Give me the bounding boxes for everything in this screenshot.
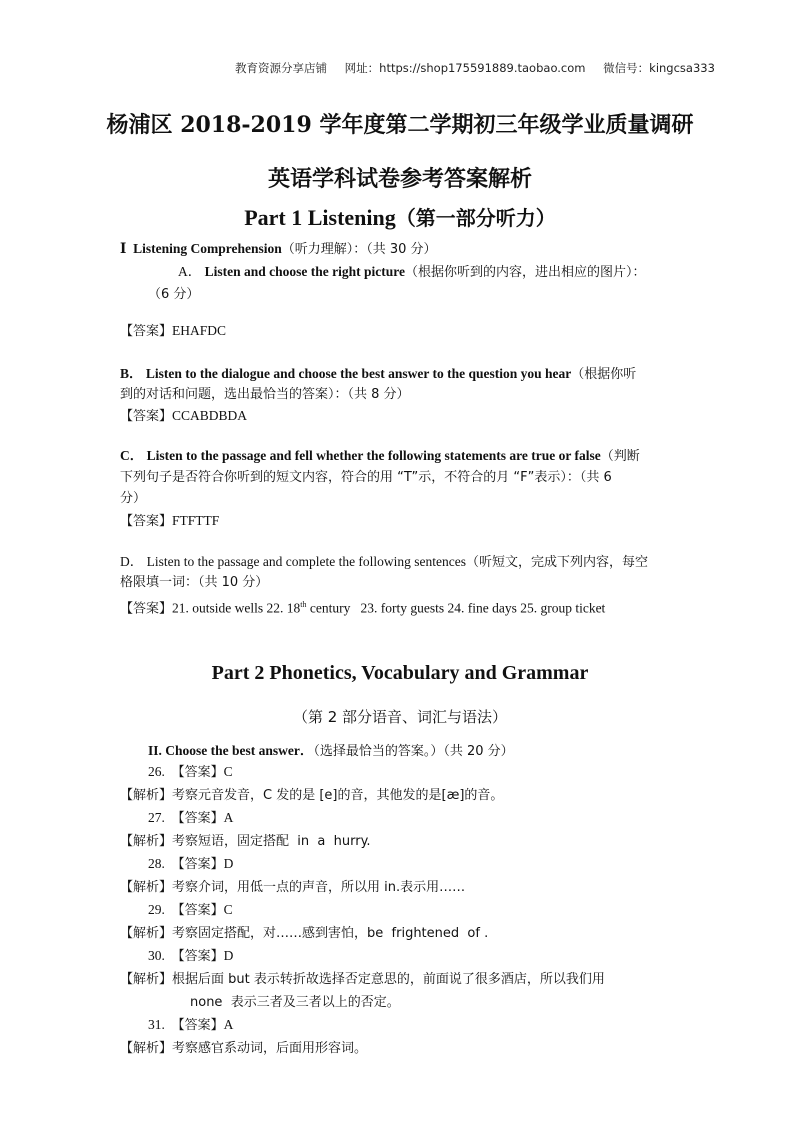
partB-en: Listen to the dialogue and choose the best answer to the question you hear	[145, 366, 572, 381]
analysis-tag: 【解析】	[120, 972, 173, 987]
item-number: 31.	[148, 1017, 165, 1032]
partD-answer	[120, 594, 605, 620]
partC-answer	[120, 510, 219, 532]
analysis-line	[120, 784, 682, 807]
answer-tag: 【答案】	[120, 324, 173, 339]
part1-title-cn: （第一部分听力）	[395, 206, 556, 230]
answer-item	[120, 853, 682, 876]
part2-subtitle: （第 2 部分语音、词汇与语法）	[292, 708, 508, 726]
partA-points: （6 分）	[148, 287, 200, 302]
partB-heading	[120, 363, 636, 385]
partC-heading	[120, 445, 640, 467]
analysis-text: 考察介词，用低一点的声音，所以用 in.表示用……	[172, 880, 466, 895]
answer-tag: 【答案】	[171, 903, 224, 918]
partD-answer-p1: 21. outside wells 22. 18	[172, 600, 301, 616]
partD-answer-p2: century 23. forty guests 24. fine days 25. group ticket	[306, 600, 606, 616]
answer-tag: 【答案】	[120, 601, 173, 617]
answer-tag: 【答案】	[171, 857, 224, 872]
wechat-id: kingcsa333	[649, 61, 715, 75]
section2-heading-en: II. Choose the best answer．	[148, 743, 314, 758]
analysis-line	[120, 922, 682, 945]
partC-answer-value: FTFTTF	[172, 513, 220, 528]
shop-url-group	[345, 61, 586, 75]
document-subtitle: 英语学科试卷参考答案解析	[267, 166, 532, 192]
partC-en: Listen to the passage and fell whether the following statements are true or false	[146, 448, 601, 463]
partD-cn1: （听短文，完成下列内容，每空	[466, 555, 649, 570]
partC-cn2: 下列句子是否符合你听到的短文内容，符合的用 “T”示，不符合的月 “F”表示）：（共 6	[120, 470, 612, 485]
answer-tag: 【答案】	[171, 765, 224, 780]
answer-tag: 【答案】	[120, 514, 173, 529]
analysis-continuation	[120, 991, 682, 1014]
partB-answer	[120, 405, 247, 427]
analysis-text: 考察固定搭配，对……感到害怕，be frightened of .	[172, 926, 489, 941]
item-answer: C	[223, 902, 233, 917]
partB-label: B．	[120, 366, 143, 381]
url-label: 网址：	[344, 61, 380, 75]
partB-cn1: （根据你听	[571, 367, 637, 382]
item-number: 27.	[148, 810, 165, 825]
analysis-line	[120, 968, 682, 991]
part1-title	[0, 202, 800, 231]
analysis-tag: 【解析】	[120, 880, 173, 895]
analysis-line	[120, 876, 682, 899]
item-answer: C	[223, 764, 233, 779]
partA-answer	[120, 320, 226, 342]
part2-title: Part 2 Phonetics, Vocabulary and Grammar	[211, 662, 589, 684]
section2-heading	[148, 740, 514, 762]
shop-url: https://shop175591889.taobao.com	[379, 61, 586, 75]
analysis-tag: 【解析】	[120, 926, 173, 941]
partD-label: D．	[120, 554, 144, 569]
analysis-text: 考察感官系动词，后面用形容词。	[172, 1041, 368, 1056]
partB-answer-value: CCABDBDA	[172, 408, 248, 423]
item-number: 28.	[148, 856, 165, 871]
partD-en: Listen to the passage and complete the following sentences	[146, 554, 467, 569]
item-answer: D	[223, 948, 234, 963]
item-number: 30.	[148, 948, 165, 963]
answer-item	[120, 1014, 682, 1037]
partD-heading	[120, 551, 648, 573]
section1-heading	[120, 238, 437, 260]
analysis-text: 考察短语，固定搭配 in a hurry.	[172, 834, 371, 849]
item-answer: D	[223, 856, 234, 871]
item-answer: A	[223, 1017, 234, 1032]
answer-item	[120, 945, 682, 968]
item-number: 29.	[148, 902, 165, 917]
section1-heading-cn: （听力理解）：（共 30 分）	[281, 242, 437, 257]
analysis-text: none 表示三者及三者以上的否定。	[190, 995, 400, 1010]
page-header	[235, 60, 729, 76]
partA-cn: （根据你听到的内容，进出相应的图片）：	[405, 265, 646, 280]
partA-label: A．	[178, 264, 202, 279]
answer-tag: 【答案】	[171, 811, 224, 826]
answer-list	[120, 761, 682, 1060]
section2-heading-cn: （选择最恰当的答案。）（共 20 分）	[313, 744, 514, 759]
item-answer: A	[223, 810, 234, 825]
partD-cn2: 格限填一词：（共 10 分）	[120, 575, 269, 590]
analysis-tag: 【解析】	[120, 788, 173, 803]
answer-tag: 【答案】	[171, 1018, 224, 1033]
partC-label: C．	[120, 448, 144, 463]
wechat-group	[603, 61, 715, 75]
answer-tag: 【答案】	[120, 409, 173, 424]
partC-cn1: （判断	[600, 449, 640, 464]
partB-cn2: 到的对话和问题，选出最恰当的答案）：（共 8 分）	[120, 387, 410, 402]
analysis-line	[120, 1037, 682, 1060]
partA-answer-value: EHAFDC	[172, 323, 227, 338]
analysis-tag: 【解析】	[120, 1041, 173, 1056]
answer-item	[120, 807, 682, 830]
answer-item	[120, 899, 682, 922]
part1-title-en: Part 1 Listening	[244, 205, 396, 230]
partC-cn3: 分）	[120, 491, 147, 506]
answer-item	[120, 761, 682, 784]
wechat-label: 微信号：	[603, 61, 650, 75]
analysis-text: 考察元音发音，C 发的是 [e]的音，其他发的是[æ]的音。	[172, 788, 504, 803]
answer-tag: 【答案】	[171, 949, 224, 964]
analysis-line	[120, 830, 682, 853]
document-title: 杨浦区 2018-2019 学年度第二学期初三年级学业质量调研	[106, 112, 694, 138]
partA-en: Listen and choose the right picture	[204, 264, 406, 279]
section1-roman: Ⅰ	[120, 241, 127, 256]
partA-heading	[178, 261, 646, 283]
partD-answer-sup: th	[300, 600, 307, 609]
section1-heading-en: Listening Comprehension	[133, 241, 282, 256]
analysis-text: 根据后面 but 表示转折故选择否定意思的，前面说了很多酒店，所以我们用	[172, 972, 605, 987]
analysis-tag: 【解析】	[120, 834, 173, 849]
item-number: 26.	[148, 764, 165, 779]
shop-name: 教育资源分享店铺	[235, 61, 327, 75]
